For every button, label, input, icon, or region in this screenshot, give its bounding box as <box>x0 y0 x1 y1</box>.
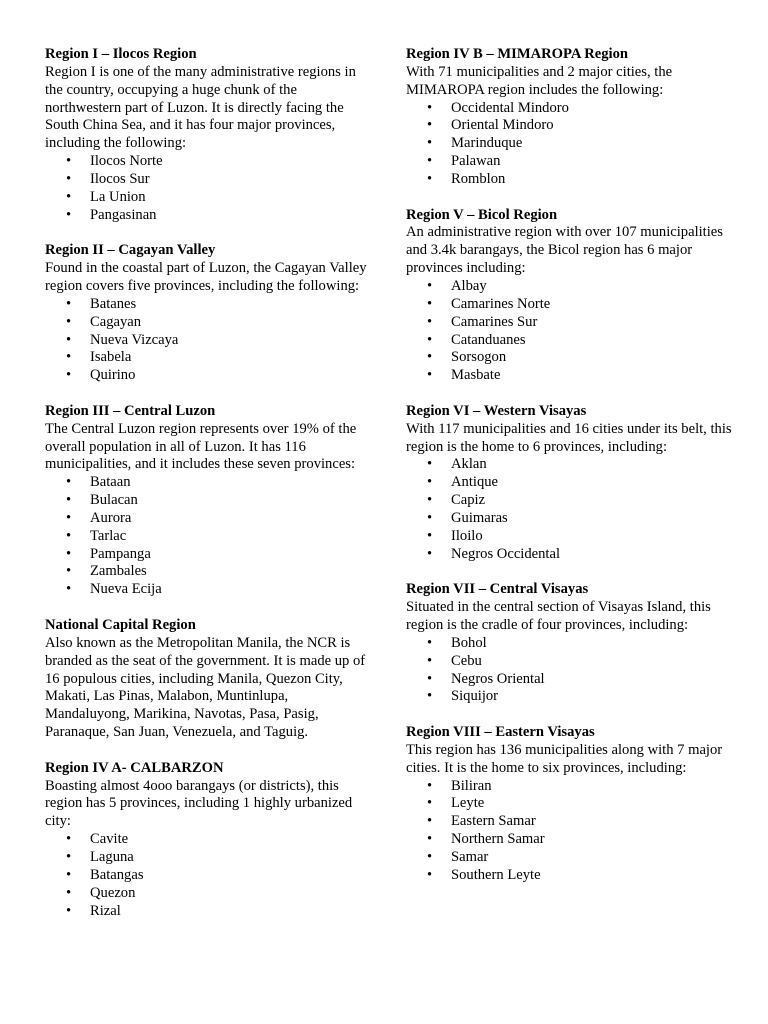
region-description: The Central Luzon region represents over 19% of the overall population in all of Luzon. It has 116 municipalities, and it includes these seven provinces: <box>45 420 357 473</box>
region-section-region-iii-central-luzon <box>45 403 367 599</box>
province-list-item: • Siquijor <box>406 688 736 706</box>
region-heading: Region III – Central Luzon <box>45 402 216 419</box>
province-list-item: • Sorsogon <box>406 349 736 367</box>
region-section-region-viii-eastern-visayas <box>406 724 736 885</box>
region-description: Situated in the central section of Visayas Island, this region is the cradle of four provinces, including: <box>406 599 711 633</box>
province-list <box>406 100 736 189</box>
region-section-region-iv-a-calbarzon <box>45 760 367 921</box>
province-list-item: • Cavite <box>45 831 367 849</box>
region-description: With 71 municipalities and 2 major cities, the MIMAROPA region includes the following: <box>406 63 673 98</box>
region-heading: Region I – Ilocos Region <box>45 46 197 62</box>
province-list-item: • Iloilo <box>406 528 736 546</box>
province-list-item: • Palawan <box>406 153 736 171</box>
region-section-national-capital-region <box>45 617 367 742</box>
region-description: With 117 municipalities and 16 cities under its belt, this region is the home to 6 provinces, including: <box>406 420 732 455</box>
province-list-item: • Camarines Sur <box>406 314 736 332</box>
region-heading: Region VII – Central Visayas <box>406 581 589 598</box>
province-list-item: • Pampanga <box>45 546 367 564</box>
region-heading: Region VI – Western Visayas <box>406 402 587 419</box>
region-description: This region has 136 municipalities along with 7 major cities. It is the home to six provinces, including: <box>406 741 723 776</box>
province-list-item: • Northern Samar <box>406 831 736 849</box>
province-list-item: • Aklan <box>406 456 736 474</box>
region-description: An administrative region with over 107 municipalities and 3.4k barangays, the Bicol region has 6 major provinces including: <box>406 224 723 277</box>
province-list <box>45 296 367 385</box>
province-list-item: • Antique <box>406 474 736 492</box>
province-list-item: • Oriental Mindoro <box>406 117 736 135</box>
region-section-region-ii-cagayan-valley <box>45 242 367 385</box>
province-list-item: • Leyte <box>406 795 736 813</box>
province-list-item: • Bulacan <box>45 492 367 510</box>
province-list <box>406 278 736 385</box>
province-list <box>406 778 736 885</box>
region-description: Also known as the Metropolitan Manila, the NCR is branded as the seat of the government. It is made up of 16 populous cities, including Manila, Quezon City, Makati, Las Pinas, Malabon, Muntinlupa, Mandaluyong, Marikina, Navotas, Pasa, Pasig, Paranaque, San Juan, Venezuela, and Taguig. <box>45 634 366 741</box>
region-description: Boasting almost 4ooo barangays (or districts), this region has 5 provinces, including 1 highly urbanized city: <box>45 777 353 830</box>
province-list-item: • Marinduque <box>406 135 736 153</box>
province-list-item: • Southern Leyte <box>406 867 736 885</box>
province-list-item: • Isabela <box>45 349 367 367</box>
province-list-item: • Pangasinan <box>45 207 367 225</box>
province-list <box>406 456 736 563</box>
region-heading: Region VIII – Eastern Visayas <box>406 724 595 741</box>
province-list-item: • Batangas <box>45 867 367 885</box>
province-list-item: • Negros Oriental <box>406 671 736 689</box>
region-heading: Region II – Cagayan Valley <box>45 242 216 259</box>
province-list-item: • Cagayan <box>45 314 367 332</box>
region-heading: Region IV B – MIMAROPA Region <box>406 46 629 62</box>
province-list-item: • Romblon <box>406 171 736 189</box>
region-section-region-i-ilocos-region <box>45 46 367 224</box>
province-list-item: • Samar <box>406 849 736 867</box>
province-list-item: • Batanes <box>45 296 367 314</box>
province-list-item: • Occidental Mindoro <box>406 100 736 118</box>
province-list-item: • Tarlac <box>45 528 367 546</box>
province-list-item: • Biliran <box>406 778 736 796</box>
province-list-item: • Zambales <box>45 563 367 581</box>
province-list <box>45 831 367 920</box>
province-list-item: • Guimaras <box>406 510 736 528</box>
province-list <box>406 635 736 706</box>
province-list-item: • Ilocos Norte <box>45 153 367 171</box>
province-list <box>45 153 367 224</box>
province-list-item: • Cebu <box>406 653 736 671</box>
province-list-item: • Masbate <box>406 367 736 385</box>
province-list-item: • Laguna <box>45 849 367 867</box>
region-description: Region I is one of the many administrative regions in the country, occupying a huge chunk of the northwestern part of Luzon. It is directly facing the South China Sea, and it has four major provinces, including the following: <box>45 63 356 152</box>
province-list-item: • La Union <box>45 189 367 207</box>
region-heading: Region IV A- CALBARZON <box>45 759 224 776</box>
province-list-item: • Camarines Norte <box>406 296 736 314</box>
region-heading: National Capital Region <box>45 617 196 633</box>
province-list-item: • Albay <box>406 278 736 296</box>
province-list <box>45 474 367 599</box>
region-description: Found in the coastal part of Luzon, the Cagayan Valley region covers five provinces, including the following: <box>45 260 367 294</box>
province-list-item: • Bohol <box>406 635 736 653</box>
right-column <box>406 46 736 903</box>
province-list-item: • Quezon <box>45 885 367 903</box>
province-list-item: • Aurora <box>45 510 367 528</box>
region-heading: Region V – Bicol Region <box>406 206 558 223</box>
region-section-region-vi-western-visayas <box>406 403 736 564</box>
province-list-item: • Capiz <box>406 492 736 510</box>
region-section-region-vii-central-visayas <box>406 581 736 706</box>
province-list-item: • Negros Occidental <box>406 546 736 564</box>
province-list-item: • Eastern Samar <box>406 813 736 831</box>
province-list-item: • Bataan <box>45 474 367 492</box>
left-column <box>45 46 367 938</box>
province-list-item: • Catanduanes <box>406 332 736 350</box>
region-section-region-v-bicol-region <box>406 207 736 385</box>
province-list-item: • Quirino <box>45 367 367 385</box>
region-section-region-iv-b-mimaropa-region <box>406 46 736 189</box>
province-list-item: • Rizal <box>45 903 367 921</box>
province-list-item: • Ilocos Sur <box>45 171 367 189</box>
province-list-item: • Nueva Vizcaya <box>45 332 367 350</box>
province-list-item: • Nueva Ecija <box>45 581 367 599</box>
